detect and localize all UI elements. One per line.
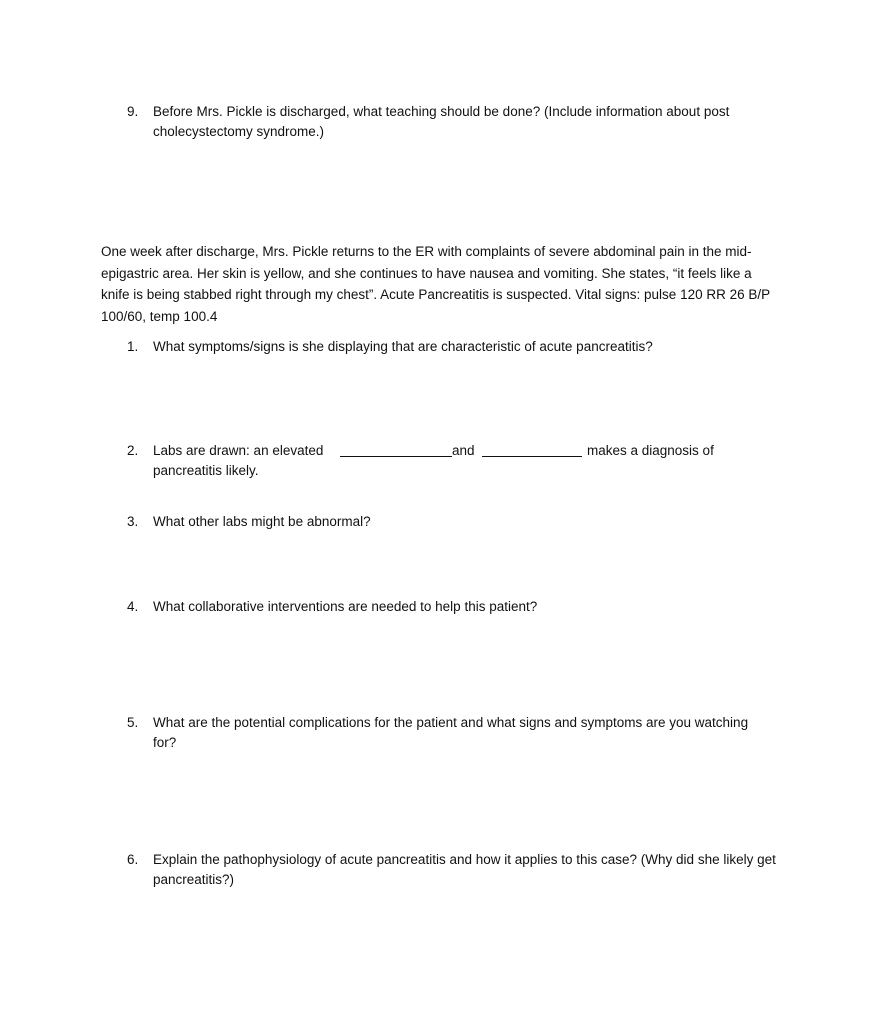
question-number: 1. (127, 339, 139, 354)
question-number: 6. (127, 852, 139, 867)
question-1 (127, 337, 787, 357)
question-number: 4. (127, 599, 139, 614)
question-number: 9. (127, 104, 139, 119)
question-number: 2. (127, 443, 139, 458)
blank-line-1[interactable] (340, 456, 452, 457)
question-3 (127, 512, 787, 532)
question-number: 5. (127, 715, 139, 730)
question-text: What collaborative interventions are needed to help this patient? (153, 599, 538, 614)
question-text-part3: makes a diagnosis of (587, 443, 714, 458)
blank-line-2[interactable] (482, 456, 582, 457)
question-2 (127, 441, 787, 481)
fill-in-row (153, 441, 853, 461)
question-text: What other labs might be abnormal? (153, 514, 371, 529)
question-number: 3. (127, 514, 139, 529)
scenario-paragraph: One week after discharge, Mrs. Pickle returns to the ER with complaints of severe abdominal pain in the mid-epigastric area. Her skin is yellow, and she continues to have nausea and vomiting. She states, “it feels like a knife is being stabbed right through my chest”. Acute Pancreatitis is suspected. Vital signs: pulse 120 RR 26 B/P 100/60, temp 100.4 (101, 244, 770, 324)
question-6 (127, 850, 787, 890)
question-text: Before Mrs. Pickle is discharged, what teaching should be done? (Include information about post cholecystectomy syndrome.) (153, 104, 730, 139)
question-text: What symptoms/signs is she displaying that are characteristic of acute pancreatitis? (153, 339, 653, 354)
question-4 (127, 597, 787, 617)
question-text-part4: pancreatitis likely. (153, 463, 259, 478)
question-text: Explain the pathophysiology of acute pancreatitis and how it applies to this case? (Why did she likely get pancreatitis?) (153, 852, 776, 887)
question-9 (127, 102, 787, 142)
question-5 (127, 713, 787, 753)
question-text: What are the potential complications for the patient and what signs and symptoms are you watching for? (153, 715, 749, 750)
question-text-part1: Labs are drawn: an elevated (153, 443, 324, 458)
question-text-part2: and (452, 443, 475, 458)
